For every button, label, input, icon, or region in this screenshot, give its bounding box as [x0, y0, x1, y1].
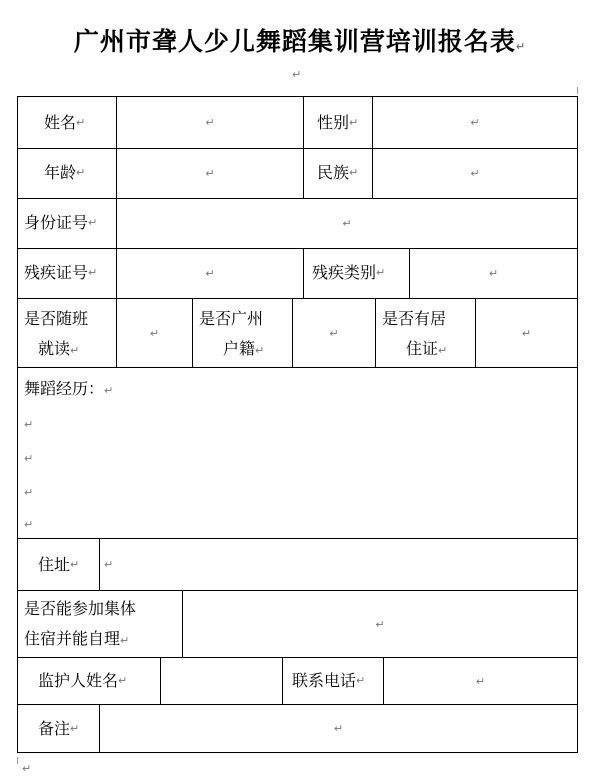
ethnicity-input[interactable]: ↵ — [470, 167, 480, 180]
disability-type-input[interactable]: ↵ — [488, 267, 499, 280]
disability-type-label: 残疾类别 ↵ — [312, 263, 386, 282]
ethnicity-label: 民族 ↵ — [317, 163, 359, 182]
contact-phone-label: 联系电话 ↵ — [292, 671, 366, 690]
with-class-input[interactable]: ↵ — [149, 326, 160, 340]
name-input[interactable]: ↵ — [205, 116, 215, 129]
residence-permit-label: 是否有居 住证↵ — [382, 309, 448, 358]
name-label: 姓名 ↵ — [44, 113, 86, 132]
with-class-label: 是否随班 就读↵ — [24, 309, 89, 358]
contact-phone-input[interactable]: ↵ — [475, 674, 486, 688]
address-label: 住址 ↵ — [38, 555, 80, 574]
paragraph-mark: ↵ — [22, 762, 32, 775]
margin-mark — [577, 87, 578, 94]
form-title — [0, 22, 600, 58]
gender-input[interactable]: ↵ — [470, 116, 480, 129]
paragraph-mark: ↵ — [292, 68, 302, 81]
id-number-input[interactable]: ↵ — [342, 217, 352, 230]
dance-experience-label: 舞蹈经历：↵ — [24, 379, 114, 398]
age-input[interactable]: ↵ — [205, 167, 215, 180]
disability-id-label: 残疾证号 ↵ — [24, 263, 98, 282]
age-label: 年龄 ↵ — [44, 163, 86, 182]
address-input[interactable]: ↵ — [104, 558, 114, 571]
guardian-name-input[interactable] — [161, 658, 282, 704]
disability-id-input[interactable]: ↵ — [205, 267, 215, 280]
margin-mark — [17, 757, 18, 764]
gz-huji-label: 是否广州 户籍↵ — [199, 309, 265, 358]
paragraph-mark: ↵ — [515, 40, 527, 53]
gz-huji-input[interactable]: ↵ — [329, 326, 339, 340]
self-care-label: 是否能参加集体 住宿并能自理↵ — [24, 599, 137, 648]
guardian-name-label: 监护人姓名 ↵ — [38, 671, 128, 690]
form-title-text: 广州市聋人少儿舞蹈集训营培训报名表 — [73, 27, 516, 56]
gender-label: 性别 ↵ — [317, 113, 359, 132]
self-care-input[interactable]: ↵ — [375, 617, 385, 631]
residence-permit-input[interactable]: ↵ — [521, 326, 532, 340]
id-number-label: 身份证号 ↵ — [24, 213, 98, 232]
remarks-label: 备注 ↵ — [38, 719, 80, 738]
remarks-input[interactable]: ↵ — [333, 722, 344, 735]
dance-experience-area[interactable]: 舞蹈经历：↵ ↵ ↵ ↵ ↵ — [18, 368, 577, 538]
